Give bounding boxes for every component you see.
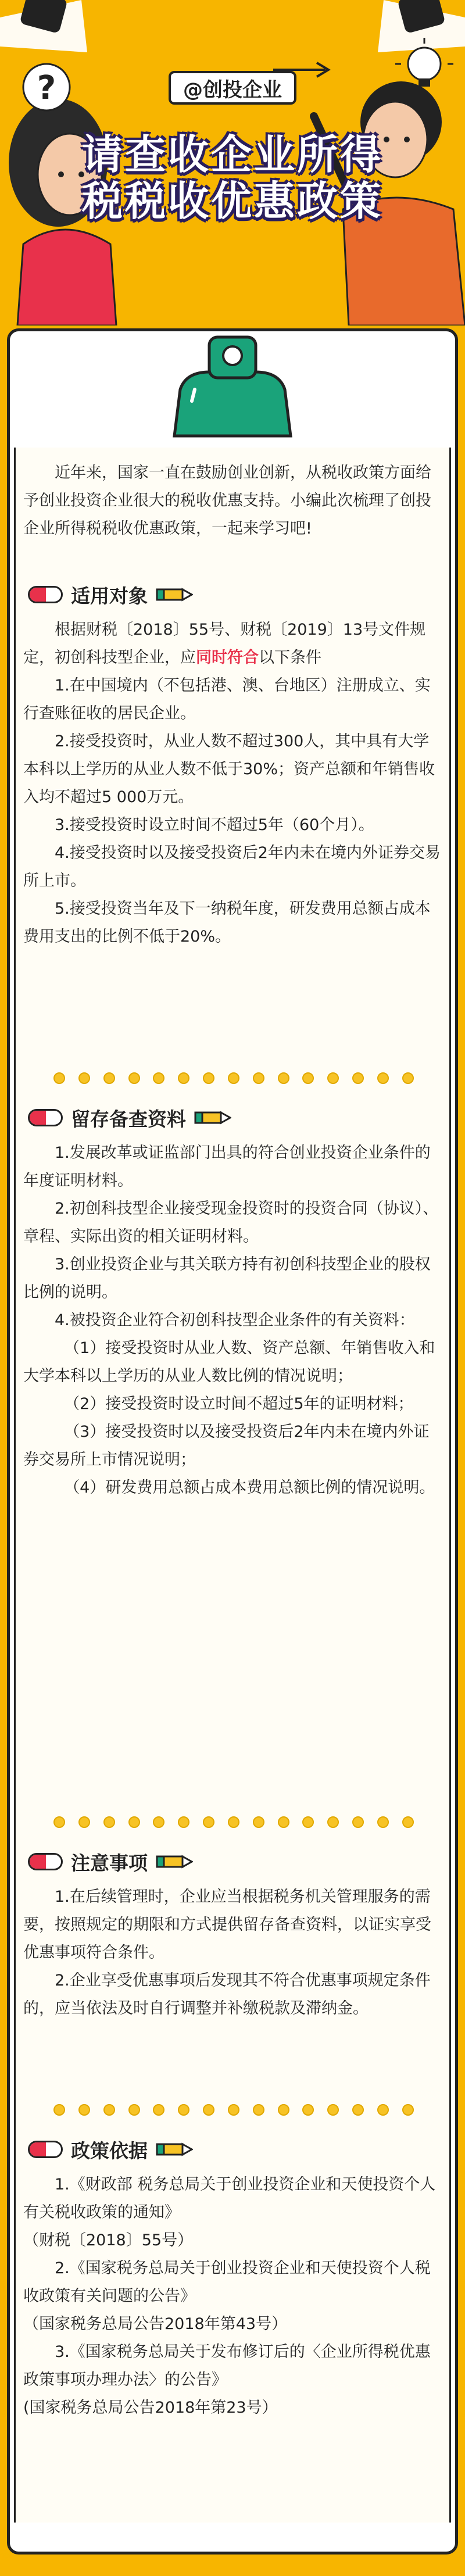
header-tag: @创投企业	[169, 71, 296, 105]
list-item: 1.发展改革或证监部门出具的符合创业投资企业条件的年度证明材料。	[23, 1144, 431, 1190]
sub-list-item: （2）接受投资时设立时间不超过5年的证明材料；	[64, 1395, 414, 1413]
pencil-icon	[156, 1853, 193, 1870]
page-title-line1: 请查收企业所得	[82, 131, 383, 178]
sub-list-item: （3）接受投资时以及接受投资后2年内未在境内外证券交易所上市情况说明；	[23, 1423, 430, 1469]
section-header-1	[28, 581, 193, 608]
sub-list-item: （4）研发费用总额占成本费用总额比例的情况说明。	[64, 1479, 435, 1497]
highlight-text: 同时符合	[196, 649, 259, 667]
eraser-icon	[28, 1853, 63, 1870]
section-title: 留存备查资料	[71, 1107, 186, 1130]
section-2-body	[23, 1139, 442, 1502]
eraser-icon	[28, 1109, 63, 1126]
list-item: 3.创业投资企业与其关联方持有初创科技型企业的股权比例的说明。	[23, 1255, 431, 1301]
list-item: 2.接受投资时，从业人数不超过300人，其中具有大学本科以上学历的从业人数不低于30%；资产总额和年销售收入均不超过5 000万元。	[23, 732, 435, 806]
page-title-line2: 税税收优惠政策	[82, 177, 383, 225]
section-header-4	[28, 2136, 193, 2163]
eraser-icon	[28, 2141, 63, 2158]
section-title: 政策依据	[71, 2139, 148, 2162]
policy-name: 3.《国家税务总局关于发布修订后的〈企业所得税优惠政策事项办理办法〉的公告》	[23, 2343, 431, 2389]
dot-divider	[53, 2104, 414, 2116]
policy-code: （财税〔2018〕55号）	[23, 2231, 194, 2249]
policy-code: (国家税务总局公告2018年第23号）	[23, 2399, 278, 2417]
section-header-3	[28, 1848, 193, 1875]
list-item: 2.企业享受优惠事项后发现其不符合优惠事项规定条件的，应当依法及时自行调整并补缴税款及滞纳金。	[23, 1972, 431, 2017]
intro-section	[23, 459, 442, 543]
section-header-2	[28, 1104, 231, 1131]
section-title: 适用对象	[71, 584, 148, 607]
policy-code: （国家税务总局公告2018年第43号）	[23, 2315, 288, 2333]
pencil-icon	[194, 1109, 231, 1126]
policy-name: 1.《财政部 税务总局关于创业投资企业和天使投资个人有关税收政策的通知》	[23, 2176, 436, 2221]
dot-divider	[53, 1072, 414, 1084]
eraser-icon	[28, 586, 63, 603]
list-item: 2.初创科技型企业接受现金投资时的投资合同（协议）、章程、实际出资的相关证明材料。	[23, 1200, 439, 1246]
list-item: 3.接受投资时设立时间不超过5年（60个月）。	[55, 816, 374, 834]
dot-divider	[53, 1816, 414, 1828]
section-1-body	[23, 616, 442, 951]
svg-text:?: ?	[37, 69, 56, 107]
list-item: 4.接受投资时以及接受投资后2年内未在境内外证券交易所上市。	[23, 844, 441, 890]
spotlight-right-icon	[378, 0, 465, 52]
section-1-lead: 根据财税〔2018〕55号、财税〔2019〕13号文件规定，初创科技型企业，应同时符合以下条件	[23, 621, 426, 667]
list-item: 1.在中国境内（不包括港、澳、台地区）注册成立、实行查账征收的居民企业。	[23, 677, 431, 722]
footer-band	[0, 2554, 465, 2576]
intro-text: 近年来，国家一直在鼓励创业创新，从税收政策方面给予创业投资企业很大的税收优惠支持。小编此次梳理了创投企业所得税税收优惠政策，一起来学习吧!	[23, 464, 431, 538]
list-item: 1.在后续管理时，企业应当根据税务机关管理服务的需要，按照规定的期限和方式提供留存备查资料，以证实享受优惠事项符合条件。	[23, 1888, 431, 1962]
section-3-body	[23, 1883, 442, 2023]
clip-icon	[0, 302, 465, 453]
list-item: 4.被投资企业符合初创科技型企业条件的有关资料：	[55, 1311, 415, 1329]
sub-list-item: （1）接受投资时从业人数、资产总额、年销售收入和大学本科以上学历的从业人数比例的情况说明；	[23, 1339, 435, 1385]
spotlight-left-icon	[0, 0, 87, 52]
list-item: 5.接受投资当年及下一纳税年度，研发费用总额占成本费用支出的比例不低于20%。	[23, 900, 431, 946]
header-banner	[0, 0, 465, 325]
section-4-body	[23, 2171, 442, 2422]
section-title: 注意事项	[71, 1851, 148, 1874]
policy-name: 2.《国家税务总局关于创业投资企业和天使投资个人税收政策有关问题的公告》	[23, 2259, 431, 2305]
question-mark-icon	[23, 64, 70, 110]
pencil-icon	[156, 2141, 193, 2158]
pencil-icon	[156, 586, 193, 603]
